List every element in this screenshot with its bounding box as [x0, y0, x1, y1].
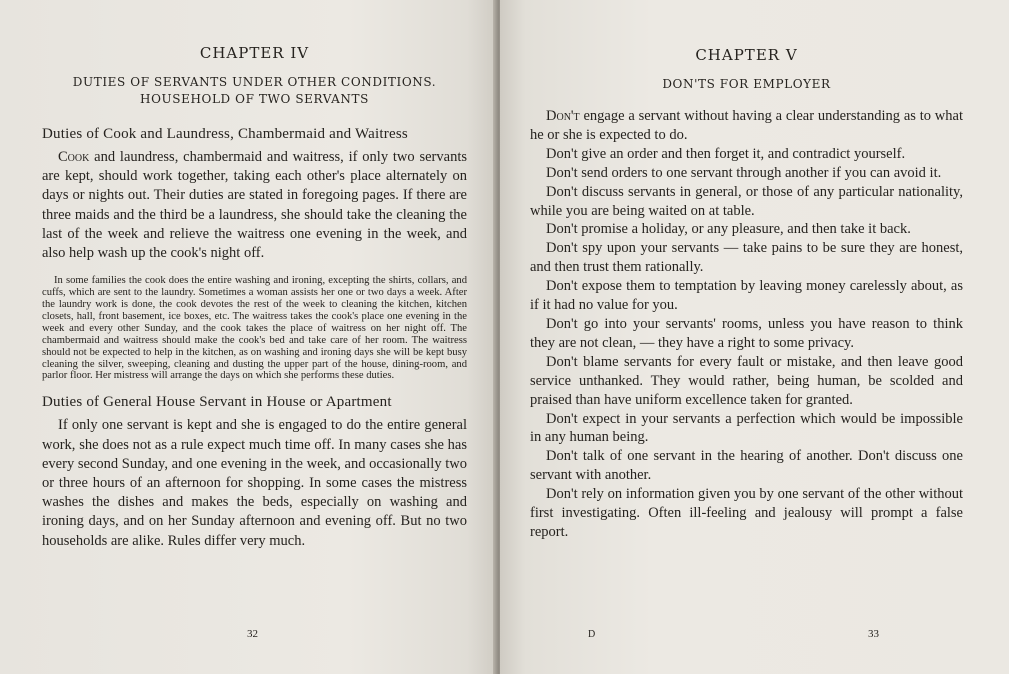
list-item: Don't go into your servants' rooms, unless you have reason to think they are not clean, — they have a right to some privacy.: [530, 315, 963, 351]
signature-mark: D: [588, 629, 596, 640]
list-item: Don't talk of one servant in the hearing of another. Don't discuss one servant with another.: [530, 448, 963, 484]
list-item: Don't send orders to one servant through another if you can avoid it.: [546, 164, 942, 181]
chapter-heading: CHAPTER IV: [199, 44, 310, 62]
paragraph-lead: Cook: [58, 149, 90, 165]
list-item: Don't promise a holiday, or any pleasure, and then take it back.: [546, 221, 911, 238]
list-item: [530, 107, 963, 145]
left-page: [0, 0, 497, 674]
chapter-heading: CHAPTER V: [695, 46, 798, 64]
chapter-title: DON'TS FOR EMPLOYER: [662, 77, 831, 91]
list-item: Don't give an order and then forget it, and contradict yourself.: [546, 145, 906, 162]
donts-list: [530, 107, 963, 542]
body-paragraph: If only one servant is kept and she is engaged to do the entire general work, she does not as a rule expect much time off. In many cases she has every second Sunday, and one evening in the week, and occasionally two or three hours of an afternoon for shopping. In some cases the mistress washes the dishes and makes the beds, especially on washing and ironing days, and on her Sunday afternoon and evening off. But no two households are alike. Rules differ very much.: [42, 417, 467, 549]
list-item: Don't blame servants for every fault or mistake, and then leave good service unthanked. They would rather, being human, be scolded and praised than have uniform excellence taken for granted.: [530, 353, 963, 408]
page-number: 32: [247, 628, 258, 640]
body-paragraph: [42, 148, 467, 263]
section-heading: Duties of Cook and Laundress, Chambermaid and Waitress: [42, 126, 408, 142]
chapter-title: DUTIES OF SERVANTS UNDER OTHER CONDITIONS. HOUSEHOLD OF TWO SERVANTS: [72, 75, 437, 106]
section-heading: Duties of General House Servant in House or Apartment: [42, 394, 392, 411]
list-item-text: engage a servant without having a clear understanding as to what he or she is expected to do.: [530, 108, 963, 143]
list-item: Don't rely on information given you by one servant of the other without first investigating. Often ill-feeling and jealousy will prompt a false report.: [530, 486, 963, 540]
list-item: Don't expose them to temptation by leaving money carelessly about, as if it had no value for you.: [530, 278, 963, 314]
paragraph-text: and laundress, chambermaid and waitress, if only two servants are kept, should work together, taking each other's place alternately on days or nights out. Their duties are stated in foregoing pages. If there are three maids and the third be a laundress, she should take the cleaning the last of the week and relieve the waitress one evening in the week, and also help wash up the cook's night off.: [42, 149, 467, 262]
small-print-note: In some families the cook does the entire washing and ironing, excepting the shirts, collars, and cuffs, which are sent to the laundry. Sometimes a woman assists her one or two days a week. After the laundry work is done, the cook devotes the rest of the week to cleaning the kitchen, kitchen closets, hall, front basement, ice boxes, etc. The waitress takes the cook's place one evening in the week and every other Sunday, and the cook takes the place of waitress on her night off. The chambermaid and waitress should make the cook's bed and take care of her room. The waitress should not be expected to help in the kitchen, as on washing and ironing days she will be kept busy cleaning the silver, sweeping, cleaning and dusting the upper part of the house, dining-room, and parlor floor. Her mistress will arrange the days on which she performs these duties.: [42, 275, 467, 382]
paragraph-lead: Don't: [546, 108, 580, 124]
list-item: Don't discuss servants in general, or those of any particular nationality, while you are being waited on at table.: [530, 183, 963, 219]
page-number: 33: [868, 628, 879, 640]
right-page: [500, 0, 1009, 674]
list-item: Don't expect in your servants a perfection which would be impossible in any human being.: [530, 410, 963, 446]
list-item: Don't spy upon your servants — take pains to be sure they are honest, and then trust them rationally.: [530, 240, 963, 276]
